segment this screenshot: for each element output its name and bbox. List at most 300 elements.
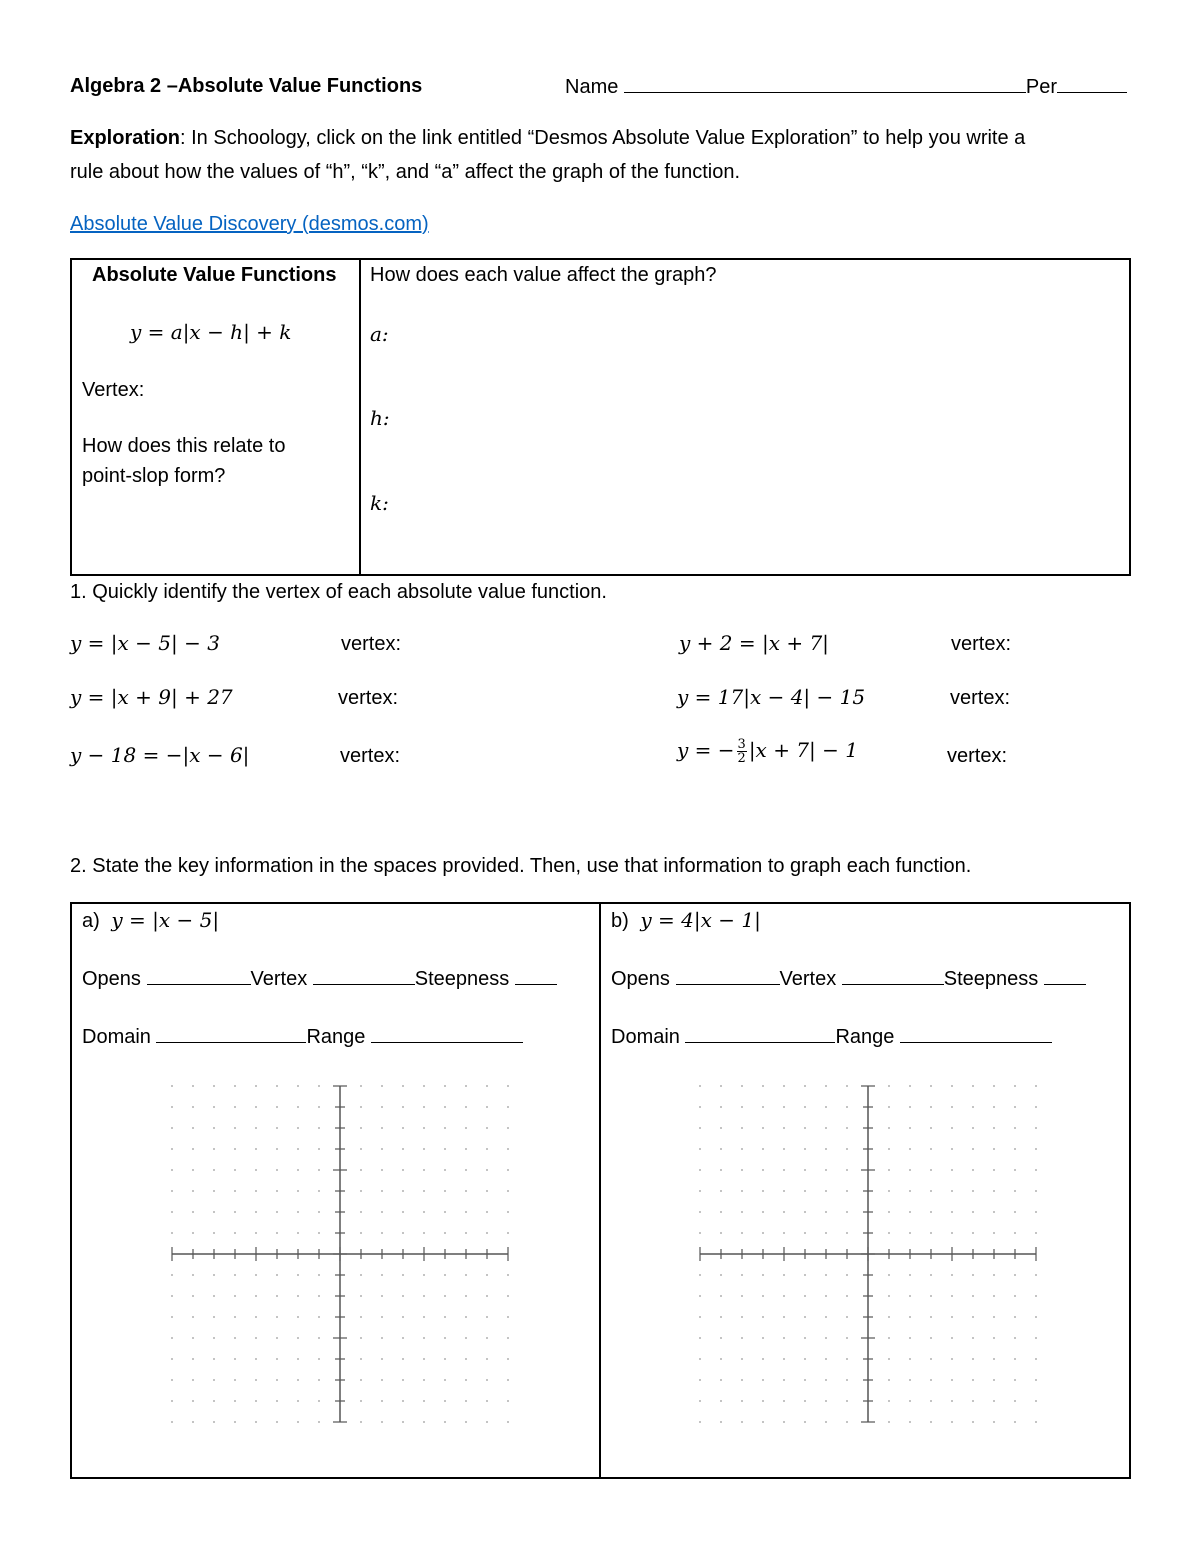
grid-dot [909,1358,911,1360]
q1-equation-2: y + 2 = |x + 7| [679,631,829,655]
grid-dot [255,1274,257,1276]
grid-dot [171,1337,173,1339]
q1-eq6-fraction: $\frac{3}{2}$ [737,737,746,766]
part-b-opens-blank[interactable] [676,966,780,985]
grid-dot [255,1337,257,1339]
period-blank[interactable] [1057,74,1127,93]
grid-dot [762,1085,764,1087]
grid-dot [699,1169,701,1171]
grid-dot [762,1148,764,1150]
grid-dot [297,1127,299,1129]
grid-dot [381,1274,383,1276]
grid-dot [192,1400,194,1402]
grid-dot [444,1127,446,1129]
grid-dot [741,1148,743,1150]
grid-dot [297,1148,299,1150]
q1-equation-1: y = |x − 5| − 3 [70,631,220,655]
grid-dot [171,1421,173,1423]
grid-dot [888,1169,890,1171]
grid-dot [192,1337,194,1339]
grid-dot [720,1169,722,1171]
grid-dot [381,1211,383,1213]
grid-dot [1035,1358,1037,1360]
grid-dot [741,1337,743,1339]
grid-dot [783,1169,785,1171]
grid-dot [402,1316,404,1318]
grid-dot [972,1358,974,1360]
part-a-coordinate-grid[interactable] [160,1078,520,1434]
grid-dot [993,1085,995,1087]
name-field[interactable] [565,74,1127,99]
grid-dot [507,1085,509,1087]
grid-dot [444,1274,446,1276]
grid-dot [783,1400,785,1402]
grid-dot [1014,1295,1016,1297]
grid-dot [255,1211,257,1213]
grid-dot [318,1169,320,1171]
grid-dot [699,1379,701,1381]
grid-dot [804,1274,806,1276]
part-a-domain-label: Domain [82,1026,151,1048]
grid-dot [804,1316,806,1318]
grid-dot [930,1295,932,1297]
grid-dot [993,1169,995,1171]
grid-dot [276,1274,278,1276]
grid-dot [699,1400,701,1402]
part-a-opens-blank[interactable] [147,966,251,985]
grid-dot [402,1358,404,1360]
part-a-vertex-blank[interactable] [313,966,415,985]
grid-dot [423,1316,425,1318]
grid-dot [276,1337,278,1339]
grid-dot [486,1148,488,1150]
grid-dot [699,1316,701,1318]
grid-dot [297,1316,299,1318]
grid-dot [720,1400,722,1402]
grid-dot [846,1085,848,1087]
q1-equation-6 [677,738,858,765]
grid-dot [171,1148,173,1150]
grid-dot [825,1379,827,1381]
exploration-text-1: : In Schoology, click on the link entitled “Desmos Absolute Value Exploration” to help you write a [180,127,1026,149]
grid-dot [699,1211,701,1213]
grid-dot [423,1211,425,1213]
grid-dot [699,1421,701,1423]
part-b-vertex-blank[interactable] [842,966,944,985]
grid-dot [213,1400,215,1402]
grid-dot [762,1169,764,1171]
part-a-info-row-2 [82,1024,523,1049]
grid-dot [402,1421,404,1423]
grid-dot [888,1211,890,1213]
grid-dot [993,1190,995,1192]
grid-dot [234,1400,236,1402]
grid-dot [465,1274,467,1276]
grid-dot [507,1274,509,1276]
grid-dot [465,1232,467,1234]
grid-dot [741,1358,743,1360]
grid-dot [846,1358,848,1360]
grid-dot [360,1421,362,1423]
part-b-letter: b) [611,910,629,932]
grid-dot [360,1169,362,1171]
grid-dot [930,1337,932,1339]
part-b-info-row-2 [611,1024,1052,1049]
grid-dot [804,1337,806,1339]
grid-dot [381,1295,383,1297]
grid-dot [972,1127,974,1129]
grid-dot [297,1295,299,1297]
grid-dot [951,1316,953,1318]
grid-dot [276,1400,278,1402]
grid-dot [972,1337,974,1339]
grid-dot [846,1316,848,1318]
part-b-domain-label: Domain [611,1026,680,1048]
grid-dot [741,1085,743,1087]
grid-dot [507,1127,509,1129]
grid-dot [888,1295,890,1297]
grid-dot [192,1232,194,1234]
grid-dot [741,1421,743,1423]
grid-dot [423,1400,425,1402]
grid-dot [762,1274,764,1276]
part-a-opens-label: Opens [82,968,141,990]
grid-dot [486,1085,488,1087]
grid-dot [318,1379,320,1381]
grid-dot [486,1337,488,1339]
grid-dot [762,1421,764,1423]
grid-dot [360,1274,362,1276]
grid-dot [1014,1127,1016,1129]
grid-dot [951,1337,953,1339]
grid-dot [444,1169,446,1171]
grid-dot [423,1169,425,1171]
part-b-steepness-blank[interactable] [1044,966,1086,985]
relation-question-1: How does this relate to [82,435,286,457]
grid-dot [423,1295,425,1297]
part-a-steepness-blank[interactable] [515,966,557,985]
grid-dot [783,1295,785,1297]
grid-dot [465,1085,467,1087]
grid-dot [213,1358,215,1360]
grid-dot [909,1211,911,1213]
grid-dot [846,1337,848,1339]
grid-dot [993,1211,995,1213]
grid-dot [741,1211,743,1213]
grid-dot [465,1106,467,1108]
grid-dot [909,1148,911,1150]
grid-dot [297,1085,299,1087]
part-b-info-row-1 [611,966,1086,991]
grid-dot [402,1190,404,1192]
grid-dot [507,1190,509,1192]
grid-dot [951,1379,953,1381]
grid-dot [909,1085,911,1087]
grid-dot [720,1379,722,1381]
grid-dot [888,1400,890,1402]
grid-dot [171,1358,173,1360]
grid-dot [993,1316,995,1318]
grid-dot [360,1148,362,1150]
grid-dot [972,1316,974,1318]
part-b-domain-blank[interactable] [685,1024,835,1043]
grid-dot [234,1358,236,1360]
grid-dot [381,1358,383,1360]
grid-dot [192,1316,194,1318]
grid-dot [192,1148,194,1150]
grid-dot [825,1274,827,1276]
grid-dot [402,1106,404,1108]
grid-dot [465,1379,467,1381]
grid-dot [825,1190,827,1192]
part-b-coordinate-grid[interactable] [688,1078,1048,1434]
grid-dot [720,1295,722,1297]
grid-dot [783,1085,785,1087]
grid-dot [888,1337,890,1339]
grid-dot [444,1421,446,1423]
grid-dot [972,1400,974,1402]
grid-dot [951,1106,953,1108]
grid-dot [825,1337,827,1339]
grid-dot [423,1190,425,1192]
grid-dot [486,1295,488,1297]
grid-dot [360,1232,362,1234]
grid-dot [720,1316,722,1318]
grid-dot [192,1358,194,1360]
grid-dot [825,1421,827,1423]
grid-dot [234,1421,236,1423]
grid-dot [486,1379,488,1381]
grid-dot [318,1106,320,1108]
grid-dot [951,1295,953,1297]
grid-dot [507,1316,509,1318]
grid-dot [444,1211,446,1213]
table-right-heading: How does each value affect the graph? [370,264,717,286]
grid-dot [423,1232,425,1234]
grid-dot [846,1421,848,1423]
grid-dot [255,1190,257,1192]
grid-dot [930,1274,932,1276]
grid-dot [171,1316,173,1318]
grid-dot [783,1316,785,1318]
grid-dot [444,1337,446,1339]
exploration-line-1 [70,126,1025,150]
grid-dot [423,1337,425,1339]
grid-dot [381,1316,383,1318]
grid-dot [720,1421,722,1423]
grid-dot [507,1400,509,1402]
grid-dot [762,1211,764,1213]
grid-dot [699,1358,701,1360]
grid-dot [1035,1148,1037,1150]
grid-dot [465,1358,467,1360]
part-b-range-label: Range [835,1026,895,1048]
grid-dot [318,1358,320,1360]
grid-dot [783,1358,785,1360]
q1-vertex-label-6: vertex: [947,745,1008,767]
grid-dot [444,1106,446,1108]
q1-vertex-label-3: vertex: [338,687,399,709]
grid-dot [402,1232,404,1234]
grid-dot [951,1148,953,1150]
grid-dot [699,1148,701,1150]
grid-dot [888,1190,890,1192]
grid-dot [972,1379,974,1381]
grid-dot [846,1274,848,1276]
grid-dot [909,1232,911,1234]
grid-dot [741,1127,743,1129]
grid-dot [825,1148,827,1150]
grid-dot [1035,1211,1037,1213]
grid-dot [255,1148,257,1150]
grid-dot [741,1400,743,1402]
grid-dot [930,1358,932,1360]
grid-dot [1014,1211,1016,1213]
grid-dot [381,1337,383,1339]
grid-dot [699,1232,701,1234]
grid-dot [741,1379,743,1381]
grid-dot [486,1232,488,1234]
grid-dot [993,1148,995,1150]
exploration-text-2: rule about how the values of “h”, “k”, and “a” affect the graph of the function. [70,161,741,183]
grid-dot [465,1295,467,1297]
grid-dot [825,1127,827,1129]
part-a-domain-blank[interactable] [156,1024,306,1043]
grid-dot [762,1106,764,1108]
grid-dot [846,1169,848,1171]
grid-dot [213,1106,215,1108]
grid-dot [318,1232,320,1234]
grid-dot [972,1274,974,1276]
q1-vertex-label-2: vertex: [951,633,1012,655]
grid-dot [381,1190,383,1192]
grid-dot [255,1400,257,1402]
grid-dot [255,1232,257,1234]
grid-dot [783,1127,785,1129]
grid-dot [930,1148,932,1150]
grid-dot [720,1127,722,1129]
grid-dot [486,1400,488,1402]
grid-dot [465,1400,467,1402]
name-blank[interactable] [624,74,1026,93]
grid-dot [255,1316,257,1318]
grid-dot [888,1148,890,1150]
q1-vertex-label-1: vertex: [341,633,402,655]
grid-dot [993,1274,995,1276]
grid-dot [402,1169,404,1171]
grid-dot [1035,1232,1037,1234]
grid-dot [192,1169,194,1171]
grid-dot [423,1106,425,1108]
grid-dot [444,1190,446,1192]
grid-dot [951,1169,953,1171]
grid-dot [276,1085,278,1087]
grid-dot [213,1211,215,1213]
grid-dot [486,1106,488,1108]
grid-dot [423,1148,425,1150]
grid-dot [171,1274,173,1276]
part-a-info-row-1 [82,966,557,991]
grid-dot [213,1274,215,1276]
grid-dot [171,1127,173,1129]
grid-dot [846,1190,848,1192]
grid-dot [720,1274,722,1276]
grid-dot [213,1316,215,1318]
grid-dot [1035,1421,1037,1423]
grid-dot [825,1169,827,1171]
grid-dot [993,1421,995,1423]
grid-dot [1014,1148,1016,1150]
grid-dot [930,1379,932,1381]
grid-dot [486,1421,488,1423]
grid-dot [825,1295,827,1297]
grid-dot [276,1358,278,1360]
grid-dot [360,1379,362,1381]
grid-dot [234,1337,236,1339]
grid-dot [888,1085,890,1087]
grid-dot [276,1106,278,1108]
grid-dot [972,1295,974,1297]
grid-dot [507,1295,509,1297]
part-a-range-blank[interactable] [371,1024,523,1043]
grid-dot [909,1169,911,1171]
grid-dot [234,1295,236,1297]
grid-dot [423,1358,425,1360]
grid-dot [297,1106,299,1108]
grid-dot [1014,1274,1016,1276]
grid-dot [381,1169,383,1171]
grid-dot [171,1085,173,1087]
grid-dot [741,1169,743,1171]
grid-dot [909,1316,911,1318]
grid-dot [465,1148,467,1150]
grid-dot [234,1127,236,1129]
grid-dot [762,1316,764,1318]
grid-dot [972,1106,974,1108]
grid-dot [909,1190,911,1192]
grid-dot [930,1085,932,1087]
grid-dot [213,1232,215,1234]
grid-dot [402,1127,404,1129]
grid-dot [804,1358,806,1360]
grid-dot [318,1421,320,1423]
grid-dot [297,1400,299,1402]
grid-dot [402,1085,404,1087]
grid-dot [276,1232,278,1234]
grid-dot [972,1169,974,1171]
grid-dot [804,1127,806,1129]
a-effect-label: a: [370,322,389,346]
h-effect-label: h: [370,406,390,430]
grid-dot [993,1337,995,1339]
grid-dot [804,1400,806,1402]
grid-dot [213,1295,215,1297]
grid-dot [234,1190,236,1192]
grid-dot [1035,1337,1037,1339]
grid-dot [972,1085,974,1087]
grid-dot [972,1421,974,1423]
grid-dot [507,1379,509,1381]
grid-dot [1014,1169,1016,1171]
desmos-link[interactable]: Absolute Value Discovery (desmos.com) [70,213,429,235]
part-b-header [611,908,761,933]
grid-dot [360,1337,362,1339]
grid-dot [423,1127,425,1129]
part-b-range-blank[interactable] [900,1024,1052,1043]
grid-dot [909,1337,911,1339]
grid-dot [930,1127,932,1129]
grid-dot [213,1337,215,1339]
